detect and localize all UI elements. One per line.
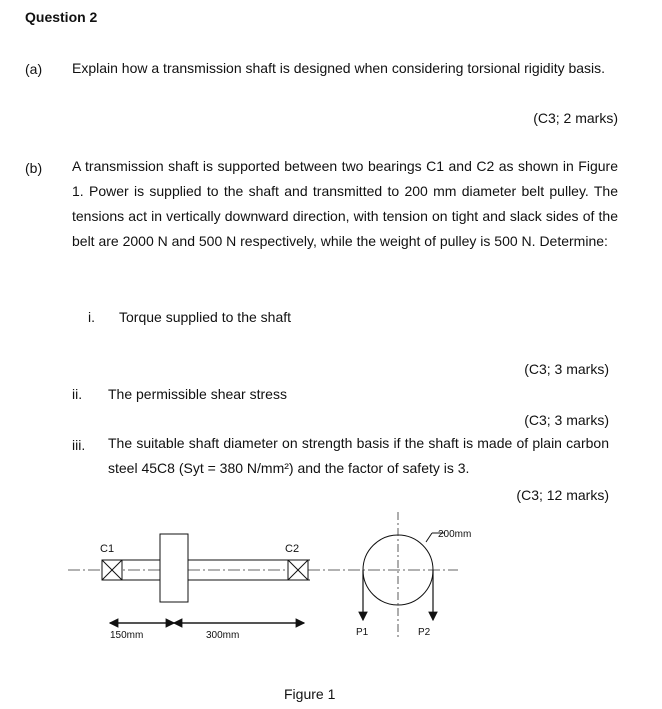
item-iii-text: The suitable shaft diameter on strength basis if the shaft is made of plain carbon steel 45C8 (Syt = 380 N/mm²) and the factor of safety is 3. [108,435,609,476]
item-i-number: i. [88,309,95,325]
dimension-300mm-label: 300mm [206,630,240,641]
item-iii-marks: (C3; 12 marks) [516,487,609,503]
part-a-label: (a) [25,61,43,77]
part-b-text: A transmission shaft is supported between two bearings C1 and C2 as shown in Figure 1. Power is supplied to the shaft and transmitted to 200 mm diameter belt pulley. The tensions act in vertically downward direction, with tension on tight and slack sides of the belt are 2000 N and 500 N respectively, while the weight of pulley is 500 N. Determine: [72,158,618,249]
bearing-c2 [288,560,308,580]
tension-p1-label: P1 [356,627,369,638]
question-title: Question 2 [25,9,98,25]
figure-1-diagram [0,500,662,660]
item-iii-number: iii. [72,437,86,453]
pulley-diameter-label: 200mm [438,529,472,540]
bearing-c1-label: C1 [100,543,115,555]
shaft-pulley-hub [160,534,188,602]
bearing-c1 [102,560,122,580]
part-b-label: (b) [25,160,43,176]
dimension-150mm-label: 150mm [110,630,144,641]
figure-caption: Figure 1 [284,686,336,702]
item-i-text: Torque supplied to the shaft [119,309,292,325]
part-a-marks: (C3; 2 marks) [533,110,618,126]
bearing-c2-label: C2 [285,543,300,555]
item-i-marks: (C3; 3 marks) [524,361,609,377]
item-ii-marks: (C3; 3 marks) [524,412,609,428]
part-a-text: Explain how a transmission shaft is designed when considering torsional rigidity basis. [72,60,606,76]
item-ii-number: ii. [72,386,83,402]
item-ii-text: The permissible shear stress [108,386,287,402]
tension-p2-label: P2 [418,627,431,638]
